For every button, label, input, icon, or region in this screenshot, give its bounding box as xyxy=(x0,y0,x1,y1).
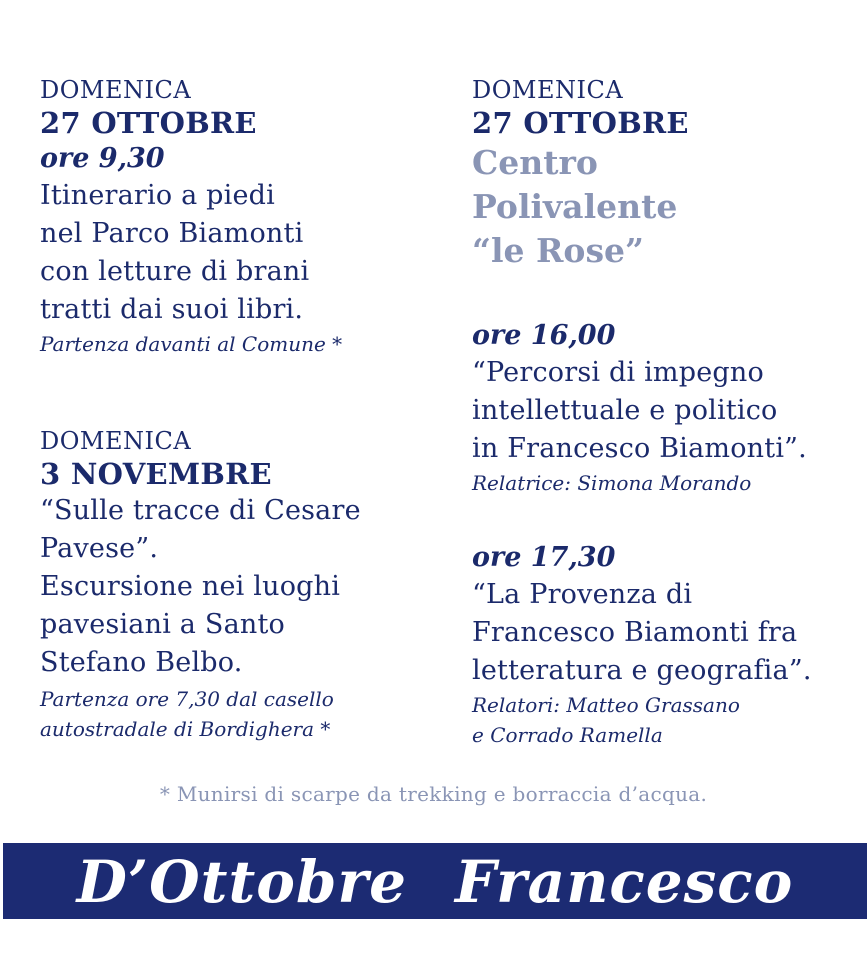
description-line: intellettuale e politico xyxy=(472,395,778,426)
venue-line: Polivalente xyxy=(472,187,678,226)
event-description xyxy=(40,177,440,329)
event-date: 3 NOVEMBRE xyxy=(40,457,272,491)
talk-percorsi-impegno xyxy=(472,318,862,498)
description-line: “Percorsi di impegno xyxy=(472,357,764,388)
event-itinerary-parco xyxy=(40,75,440,359)
venue-line: “le Rose” xyxy=(472,231,644,270)
event-tracce-pavese xyxy=(40,426,440,744)
description-line: letteratura e geografia”. xyxy=(472,655,812,686)
note-line: e Corrado Ramella xyxy=(472,723,663,747)
description-line: “Sulle tracce di Cesare xyxy=(40,495,361,526)
talk-time: ore 16,00 xyxy=(472,320,616,351)
description-line: Stefano Belbo. xyxy=(40,647,243,678)
event-note xyxy=(40,329,440,359)
event-day: DOMENICA xyxy=(472,76,624,104)
talk-description xyxy=(472,354,862,468)
event-date: 27 OTTOBRE xyxy=(472,106,689,140)
event-day: DOMENICA xyxy=(40,76,192,104)
banner-word-francesco: Francesco xyxy=(454,848,794,916)
description-line: Pavese”. xyxy=(40,533,159,564)
banner-word-ottobre: D’Ottobre xyxy=(76,848,407,916)
talk-speaker xyxy=(472,690,862,750)
talk-provenza xyxy=(472,540,862,750)
note-line: Relatrice: Simona Morando xyxy=(472,471,752,495)
description-line: Escursione nei luoghi xyxy=(40,571,341,602)
description-line: tratti dai suoi libri. xyxy=(40,294,304,325)
event-convegno-header xyxy=(472,75,862,273)
talk-speaker xyxy=(472,468,862,498)
note-line: autostradale di Bordighera * xyxy=(40,717,331,741)
event-day: DOMENICA xyxy=(40,427,192,455)
event-date: 27 OTTOBRE xyxy=(40,106,257,140)
note-line: Relatori: Matteo Grassano xyxy=(472,693,740,717)
title-banner xyxy=(3,843,867,919)
note-line: Partenza ore 7,30 dal casello xyxy=(40,687,334,711)
talk-time: ore 17,30 xyxy=(472,542,616,573)
description-line: Itinerario a piedi xyxy=(40,180,275,211)
description-line: Francesco Biamonti fra xyxy=(472,617,798,648)
event-description xyxy=(40,492,440,682)
description-line: “La Provenza di xyxy=(472,579,693,610)
description-line: nel Parco Biamonti xyxy=(40,218,304,249)
description-line: pavesiani a Santo xyxy=(40,609,285,640)
event-note xyxy=(40,684,440,744)
event-time: ore 9,30 xyxy=(40,143,165,174)
note-line: Partenza davanti al Comune * xyxy=(40,332,343,356)
venue-line: Centro xyxy=(472,143,598,182)
talk-description xyxy=(472,576,862,690)
description-line: in Francesco Biamonti”. xyxy=(472,433,807,464)
footnote: * Munirsi di scarpe da trekking e borraccia d’acqua. xyxy=(159,782,708,806)
description-line: con letture di brani xyxy=(40,256,310,287)
event-venue xyxy=(472,141,862,273)
